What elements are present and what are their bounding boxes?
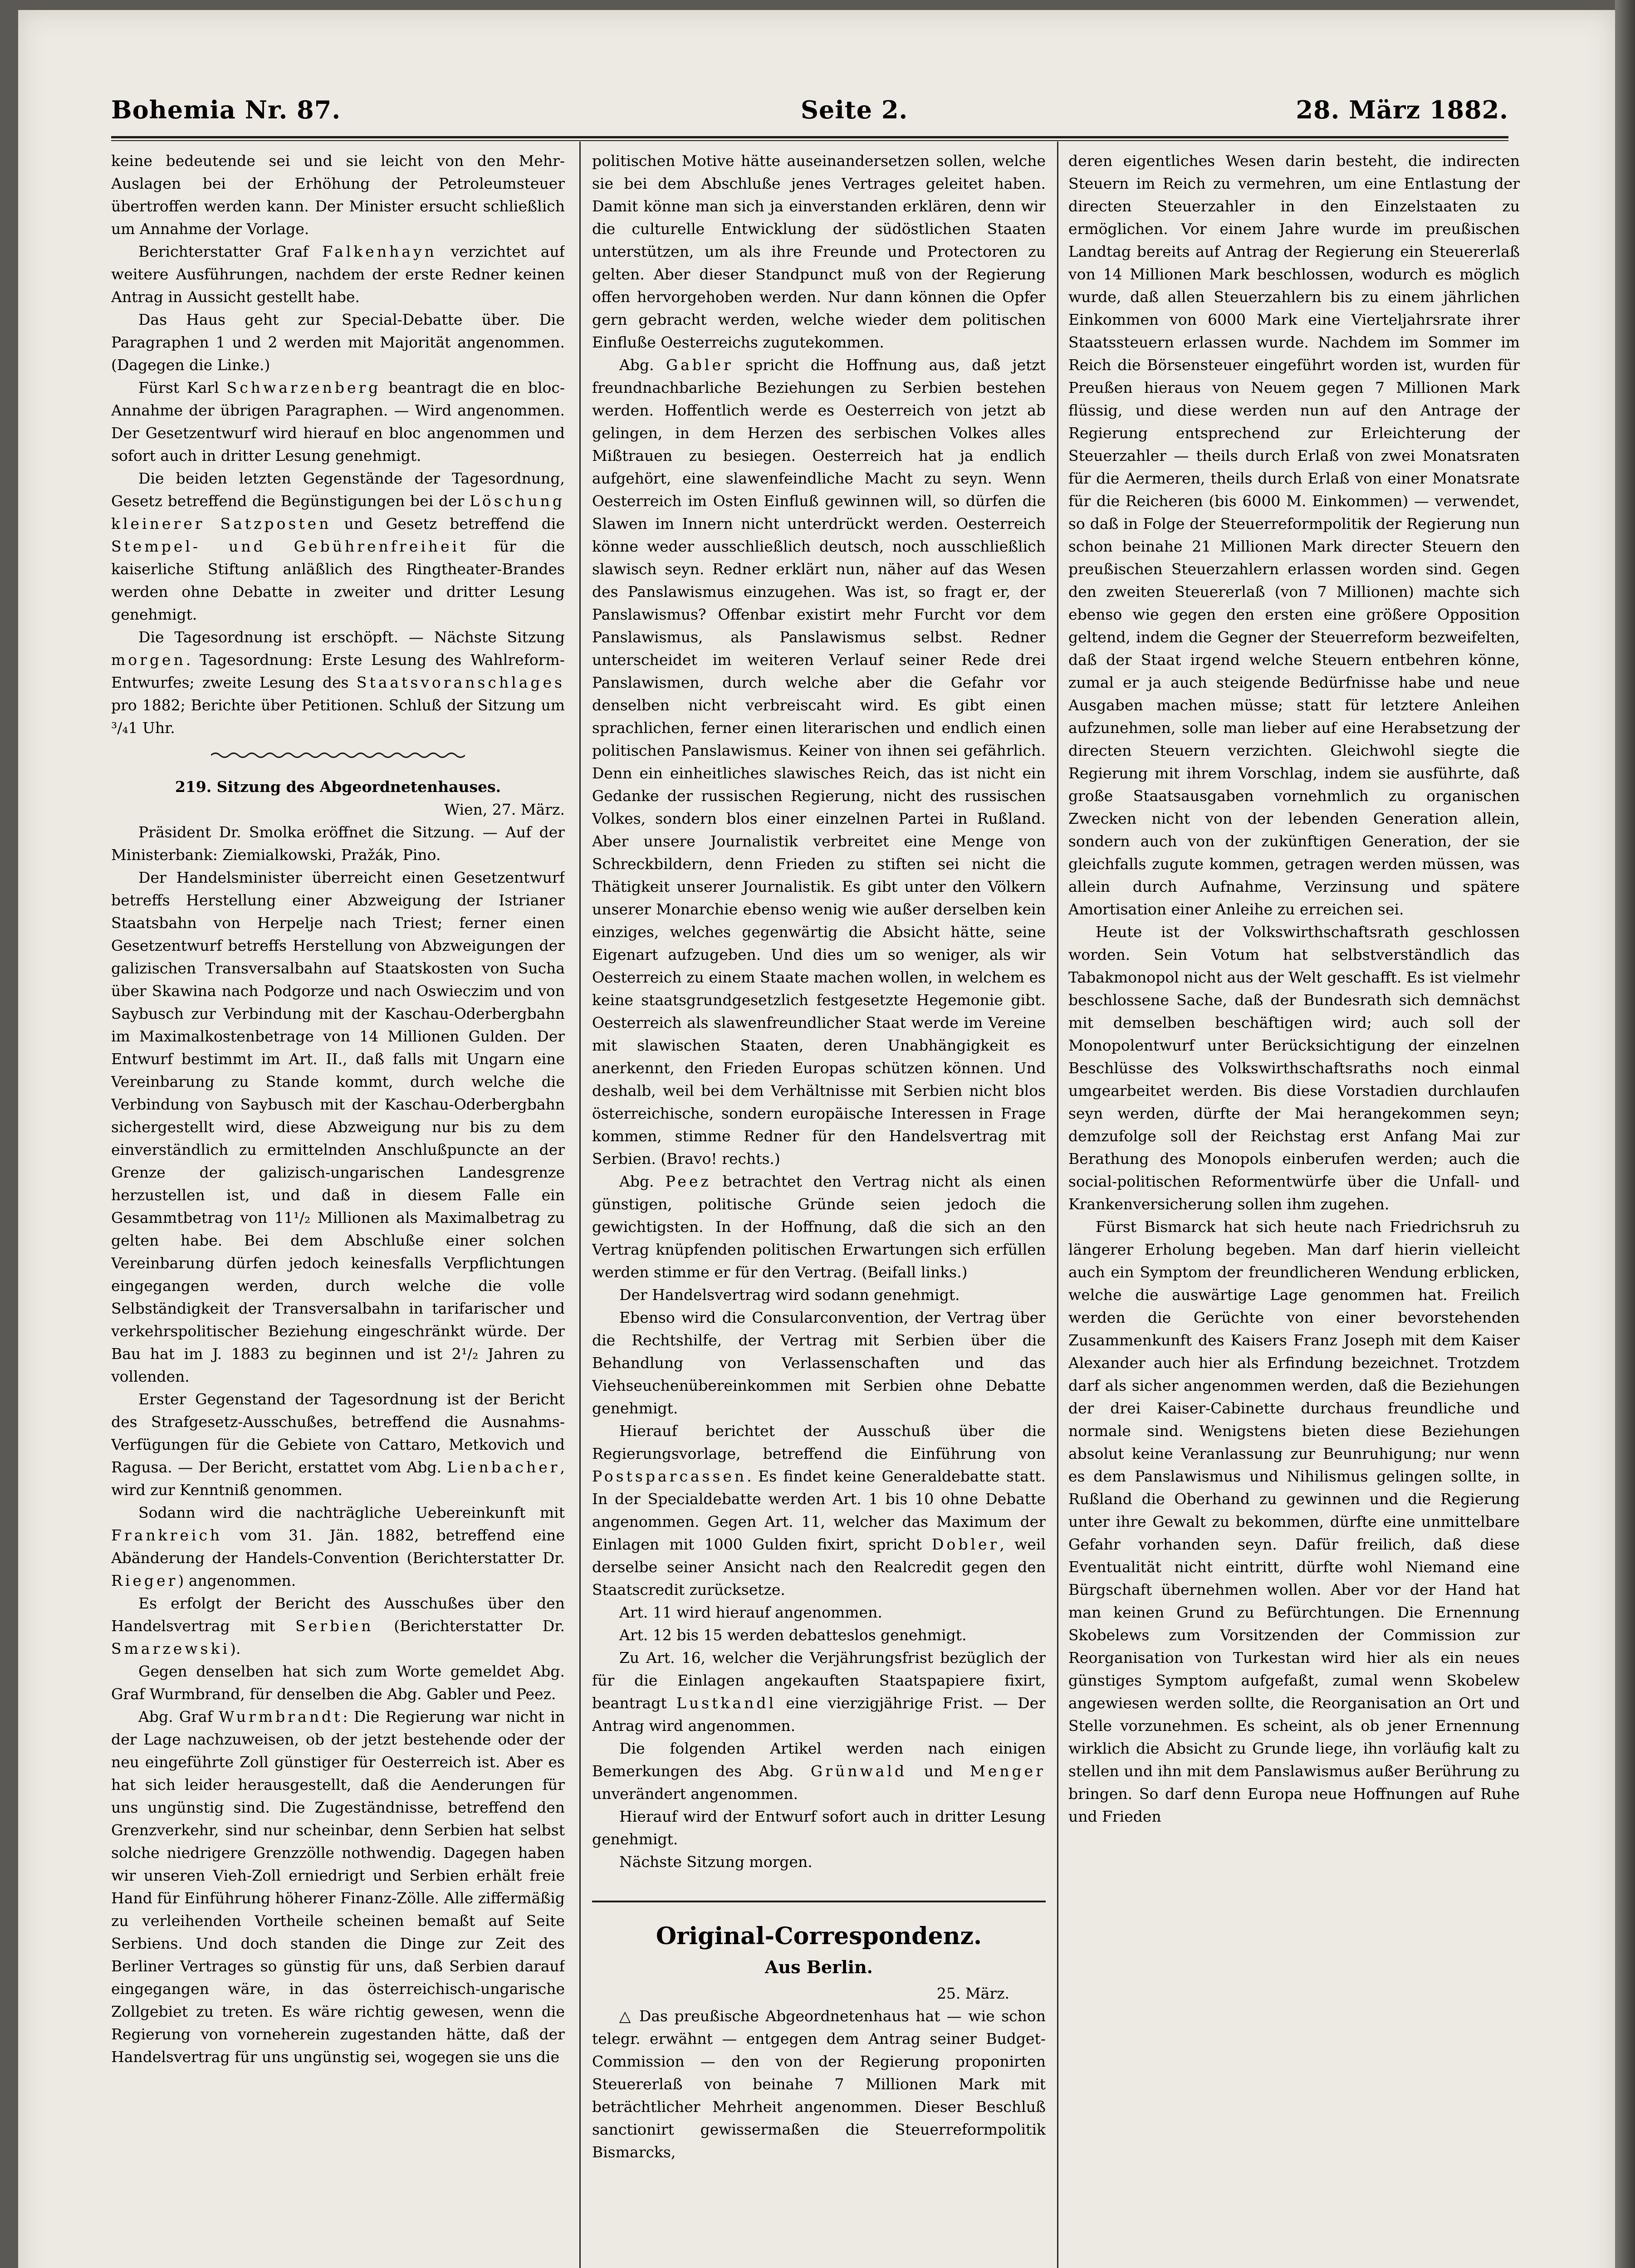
text: . Tagesordnung: Erste Lesung des Wahlreform-Entwurfes; zweite Lesung des	[111, 651, 565, 691]
text: verzichtet auf weitere Ausführungen, nachdem der erste Redner keinen Antrag in Aussicht gestellt habe.	[111, 243, 565, 306]
paragraph	[111, 240, 565, 308]
text: und	[907, 1762, 970, 1780]
person-name: Lustkandl	[676, 1694, 776, 1712]
text: Berichterstatter Graf	[138, 243, 323, 260]
emphasis: Staatsvoranschlages	[356, 674, 565, 691]
person-name: Peez	[665, 1173, 711, 1190]
paragraph	[111, 1706, 565, 2068]
text: Abg.	[619, 1173, 666, 1190]
paragraph: keine bedeutende sei und sie leicht von den Mehr-Auslagen bei der Erhöhung der Petroleumsteuer übertroffen werden kann. Der Minister ersucht schließlich um Annahme der Vorlage.	[111, 152, 565, 238]
text: spricht die Hoffnung aus, daß jetzt freundnachbarliche Beziehungen zu Serbien bestehen werden. Hoffentlich werde es Oesterreich von jetzt ab gelingen, in dem Herzen des serbischen Volkes alles Mißtrauen zu besiegen. Oesterreich hat ja endlich aufgehört, eine slawenfeindliche Macht zu seyn. Wenn Oesterreich im Osten Einfluß gewinnen will, so dürfen die Slawen im Innern nicht unterdrückt werden. Oesterreich könne weder ausschließlich deutsch, noch ausschließlich slawisch seyn. Redner erklärt nun, näher auf das Wesen des Panslawismus einzugehen. Was ist, so fragt er, der Panslawismus? Offenbar existirt mehr Furcht vor dem Panslawismus, als Panslawismus selbst. Redner unterscheidet im weiteren Verlauf seiner Rede drei Panslawismen, durch welche aber die Gefahr vor denselben nicht verbreiscaht wird. Es gibt einen sprachlichen, ferner einen literarischen und endlich einen politischen Panslawismus. Keiner von ihnen sei gefährlich. Denn ein einheitliches slawisches Reich, das ist nicht ein Gedanke der russischen Regierung, nicht des russischen Volkes, sondern blos einer einzelnen Partei in Rußland. Aber unsere Journalistik verbreitet eine Menge von Schreckbildern, denn Frieden zu stiften sei nicht die Thätigkeit unserer Journalistik. Es gibt unter den Völkern unserer Monarchie ebenso wenig wie außer derselben kein einziges, welches gegenwärtig die Absicht hätte, seine Eigenart aufzugeben. Und dies um so weniger, als wir Oesterreich zu einem Staate machen wollen, in welchem es keine staatsgrundgesetzlich festgesetzte Hegemonie gibt. Oesterreich als slawenfreundlicher Staat werde im Vereine mit slawischen Staaten, deren Unabhängigkeit es anerkennt, den Frieden Europas schützen können. Und deshalb, weil bei dem Verhältnisse mit Serbien nicht blos österreichische, sondern europäische Interessen in Frage kommen, stimme Redner für den Handelsvertrag mit Serbien. (Bravo! rechts.)	[592, 356, 1046, 1168]
person-name: Lienbacher	[447, 1458, 560, 1476]
text: Sodann wird die nachträgliche Uebereinkunft mit	[138, 1504, 565, 1521]
paragraph: Ebenso wird die Consularconvention, der Vertrag über die Rechtshilfe, der Vertrag mit Serbien über die Behandlung von Verlassenschaften und das Viehseuchenübereinkommen mit Serbien ohne Debatte genehmigt.	[592, 1309, 1046, 1417]
text: unverändert angenommen.	[592, 1785, 798, 1803]
paragraph: Der Handelsvertrag wird sodann genehmigt.	[619, 1286, 960, 1304]
paragraph: politischen Motive hätte auseinandersetzen sollen, welche sie bei dem Abschluße jenes Vertrages geleitet haben. Damit könne man sich ja einverstanden erklären, denn wir die culturelle Entwicklung der südöstlichen Staaten unterstützen, um als ihre Freunde und Protectoren zu gelten. Aber dieser Standpunct muß von der Regierung offen hervorgehoben werden. Nur dann können die Opfer gern gebracht werden, welche wieder dem politischen Einfluße Oesterreichs zugutekommen.	[592, 152, 1046, 351]
person-name: Grünwald	[810, 1762, 907, 1780]
dateline: 25. März.	[936, 1984, 1009, 2002]
text: ) angenommen.	[178, 1572, 296, 1589]
paragraph: Nächste Sitzung morgen.	[619, 1853, 813, 1871]
column-2	[592, 150, 1046, 2268]
text: Fürst Karl	[138, 379, 227, 396]
header-page-number: Seite 2.	[801, 95, 908, 124]
text: beantragt die en bloc-Annahme der übrigen Paragraphen. — Wird angenommen. Der Gesetzentwurf wird hierauf en bloc angenommen und sofort auch in dritter Lesung genehmigt.	[111, 379, 565, 464]
paragraph	[592, 1420, 1046, 1601]
emphasis: Frankreich	[111, 1526, 223, 1544]
emphasis: Postsparcassen	[592, 1467, 747, 1485]
header-date: 28. März 1882.	[1296, 95, 1508, 124]
text: : Die Regierung war nicht in der Lage nachzuweisen, ob der jetzt bestehende oder der neu eingeführte Zoll günstiger für Oesterreich ist. Aber es hat sich leider herausgestellt, daß die Aenderungen für uns ungünstig sind. Die Zugeständnisse, betreffend den Grenzverkehr, sind nur scheinbar, denn Serbien hat selbst solche niedrigere Grenzzölle nothwendig. Dagegen haben wir unseren Vieh-Zoll erniedrigt und Serbien erhält freie Hand für Einführung höherer Finanz-Zölle. Alle ziffermäßig zu verleihenden Vortheile scheinen bemaßt auf Seite Serbiens. Und doch standen die Dinge zur Zeit des Berliner Vertrages so günstig für uns, daß Serbien darauf eingegangen wäre, in das österreichisch-ungarische Zollgebiet zu treten. Es wäre richtig gewesen, wenn die Regierung von vorneherein zugestanden hätte, daß der Handelsvertrag für uns ungünstig sei, wogegen sie uns die	[111, 1708, 565, 2066]
paragraph: Hierauf wird der Entwurf sofort auch in dritter Lesung genehmigt.	[592, 1808, 1046, 1848]
column-divider-2	[1057, 142, 1058, 2268]
column-divider-1	[579, 142, 581, 2268]
paragraph	[111, 1501, 565, 1592]
text: ).	[230, 1640, 241, 1657]
paragraph	[111, 1592, 565, 1660]
dateline: Wien, 27. März.	[444, 801, 565, 818]
header-rule-thin	[111, 140, 1508, 141]
text: pro 1882; Berichte über Petitionen. Schluß der Sitzung um ³/₄1 Uhr.	[111, 696, 565, 737]
text: Zu Art. 16, welcher die Verjährungsfrist bezüglich der für die Einlagen angekauften Staatspapiere fixirt, beantragt	[592, 1649, 1046, 1712]
emphasis: morgen	[111, 651, 186, 669]
paragraph	[592, 1647, 1046, 1737]
text: (Berichterstatter Dr.	[373, 1617, 565, 1635]
paragraph: Fürst Bismarck hat sich heute nach Friedrichsruh zu längerer Erholung begeben. Man darf hierin vielleicht auch ein Symptom der freundlicheren Wendung erblicken, welche die auswärtige Lage genommen hat. Freilich werden die Gerüchte von einer bevorstehenden Zusammenkunft des Kaisers Franz Joseph mit dem Kaiser Alexander auch hier als Erfindung bezeichnet. Trotzdem darf als sicher angenommen werden, daß die Beziehungen der drei Kaiser-Cabinette durchaus freundliche und normale sind. Wenigstens bieten diese Beziehungen absolut keine Veranlassung zur Beunruhigung; nur wenn es dem Panslawismus und Nihilismus gelingen sollte, in Rußland die Oberhand zu gewinnen und die Regierung unter ihre Gewalt zu bekommen, dürfte eine unmittelbare Gefahr vorhanden seyn. Dafür freilich, daß diese Eventualität nicht eintritt, dürfte wohl Niemand eine Bürgschaft übernehmen wollen. Aber vor der Hand hat man keinen Grund zu Befürchtungen. Die Ernennung Skobelews zum Vorsitzenden der Commission zur Reorganisation von Turkestan wird hier als ein neues günstiges Symptom aufgefaßt, zumal wenn Skobelew angewiesen werden sollte, die Reorganisation an Ort und Stelle vorzunehmen. Es scheint, als ob jener Ernennung wirklich die Absicht zu Grunde liege, ihn vorläufig kalt zu stellen und ihn mit dem Panslawismus außer Berührung zu bringen. So darf denn Europa neue Hoffnungen auf Ruhe und Frieden	[1068, 1218, 1520, 1825]
paragraph	[592, 1170, 1046, 1284]
text: Die folgenden Artikel werden nach einigen Bemerkungen des Abg.	[592, 1740, 1046, 1780]
person-name: Wurmbrandt	[219, 1708, 343, 1725]
text: Abg. Graf	[138, 1708, 219, 1725]
paragraph: Art. 11 wird hierauf angenommen.	[619, 1603, 882, 1621]
text: Die beiden letzten Gegenstände der Tagesordnung, Gesetz betreffend die Begünstigungen bei der	[111, 469, 565, 510]
paragraph: Das Haus geht zur Special-Debatte über. Die Paragraphen 1 und 2 werden mit Majorität angenommen. (Dagegen die Linke.)	[111, 311, 565, 374]
correspondence-origin: Aus Berlin.	[765, 1957, 873, 1977]
person-name: Falkenhayn	[322, 243, 437, 260]
text: für die kaiserliche Stiftung anläßlich des Ringtheater-Brandes werden ohne Debatte in zweiter und dritter Lesung genehmigt.	[111, 538, 565, 623]
binding-edge	[1615, 0, 1635, 2268]
person-name: Schwarzenberg	[226, 379, 381, 396]
text: Erster Gegenstand der Tagesordnung ist der Bericht des Strafgesetz-Ausschußes, betreffend die Ausnahms-Verfügungen für die Gebiete von Cattaro, Metkovich und Ragusa. — Der Bericht, erstattet vom Abg.	[111, 1390, 565, 1476]
emphasis: Löschung kleinerer Satzposten	[111, 492, 565, 533]
text: . Es findet keine Generaldebatte statt. In der Specialdebatte werden Art. 1 bis 10 ohne Debatte angenommen. Gegen Art. 11, welcher das Maximum der Einlagen mit 1000 Gulden fixirt, spricht	[592, 1467, 1046, 1553]
header-rule	[111, 136, 1508, 138]
person-name: Menger	[969, 1762, 1046, 1780]
text: Abg.	[619, 356, 666, 374]
paragraph	[111, 467, 565, 626]
paragraph	[111, 376, 565, 467]
column-1	[111, 150, 565, 2268]
paragraph: Der Handelsminister überreicht einen Gesetzentwurf betreffs Herstellung einer Abzweigung der Istrianer Staatsbahn von Herpelje nach Triest; ferner einen Gesetzentwurf betreffs Herstellung von Abzweigungen der galizischen Transversalbahn auf Staatskosten von Sucha über Skawina nach Podgorze und nach Oswieczim und von Saybusch zur Verbindung mit der Kaschau-Oderbergbahn im Maximalkostenbetrage von 14 Millionen Gulden. Der Entwurf bestimmt im Art. II., daß falls mit Ungarn eine Vereinbarung zu Stande kommt, durch welche die Verbindung von Saybusch mit der Kaschau-Oderbergbahn sichergestellt wird, diese Abzweigung nur bis zu dem einverständlich zu ermittelnden Anschlußpuncte an der Grenze der galizisch-ungarischen Landesgrenze herzustellen ist, und daß in diesem Falle ein Gesammtbetrag von 11¹/₂ Millionen als Maximalbetrag zu gelten habe. Bei dem Abschluße einer solchen Vereinbarung dürfen jedoch keinesfalls Verpflichtungen eingegangen werden, durch welche die volle Selbständigkeit der Transversalbahn in tarifarischer und verkehrspolitischer Beziehung eingeschränkt würde. Der Bau hat im J. 1883 zu beginnen und ist 2¹/₂ Jahren zu vollenden.	[111, 869, 565, 1385]
text: , weil derselbe seiner Ansicht nach den Realcredit gegen den Staatscredit zurücksetze.	[592, 1535, 1046, 1598]
text: und Gesetz betreffend die	[331, 515, 565, 533]
paragraph	[111, 626, 565, 739]
paragraph	[592, 2005, 1046, 2164]
paragraph	[592, 1737, 1046, 1805]
text: , wird zur Kenntniß genommen.	[111, 1458, 565, 1499]
text: Das preußische Abgeordnetenhaus hat — wie schon telegr. erwähnt — entgegen dem Antrag seiner Budget-Commission — den von der Regierung proponirten Steuererlaß von beinahe 7 Millionen Mark mit beträchtlicher Mehrheit angenommen. Dieser Beschluß sanctionirt gewissermaßen die Steuerreformpolitik Bismarcks,	[592, 2007, 1046, 2161]
person-name: Smarzewski	[111, 1640, 230, 1657]
section-heading: 219. Sitzung des Abgeordnetenhauses.	[175, 778, 501, 796]
paragraph: Gegen denselben hat sich zum Worte gemeldet Abg. Graf Wurmbrand, für denselben die Abg. Gabler und Peez.	[111, 1662, 565, 1703]
person-name: Gabler	[666, 356, 734, 374]
paragraph: deren eigentliches Wesen darin besteht, die indirecten Steuern im Reich zu vermehren, um eine Entlastung der directen Steuerzahler in den Einzelstaaten zu ermöglichen. Vor einem Jahre wurde im preußischen Landtag bereits auf Antrag der Regierung ein Steuererlaß von 14 Millionen Mark beschlossen, wodurch es möglich wurde, daß allen Steuerzahlern bis zu einem jährlichen Einkommen von 6000 Mark eine Vierteljahrsrate ihrer Staatssteuern erlassen wurde. Nachdem im Sommer im Reich die Börsensteuer eingeführt worden ist, wurden für Preußen hieraus von Neuem gegen 7 Millionen Mark flüssig, und diese werden nun auf den Antrage der Regierung entsprechend zur Erleichterung der Steuerzahler — theils durch Erlaß von zwei Monatsraten für die Aermeren, theils durch Erlaß von einer Monatsrate für die Reicheren (bis 6000 M. Einkommen) — verwendet, so daß in Folge der Steuerreformpolitik der Regierung nun schon beinahe 21 Millionen Mark directer Steuern den preußischen Steuerzahlern erlassen worden sind. Gegen den zweiten Steuererlaß (von 7 Millionen) machte sich ebenso wie gegen den ersten eine größere Opposition geltend, indem die Gegner der Steuerreform bezweifelten, daß der Staat irgend welche Steuern entbehren könne, zumal er ja auch steigende Bedürfnisse habe und neue Ausgaben machen müsse; statt für letztere Anleihen aufzunehmen, solle man lieber auf eine Herabsetzung der directen Steuern verzichten. Gleichwohl siegte die Regierung mit ihrem Vorschlag, indem sie ausführte, daß große Staatsausgaben vornehmlich zu organischen Zwecken nicht von der lebenden Generation allein, sondern auch von der zukünftigen Generation, der sie gleichfalls zugute kommen, getragen werden müssen, was allein durch Aufnahme, Verzinsung und spätere Amortisation einer Anleihe zu erreichen sei.	[1068, 152, 1520, 918]
text: eine vierzigjährige Frist. — Der Antrag wird angenommen.	[592, 1694, 1046, 1735]
person-name: Rieger	[111, 1572, 178, 1589]
paragraph	[592, 354, 1046, 1170]
header-issue: Bohemia Nr. 87.	[111, 95, 341, 124]
person-name: Dobler	[932, 1535, 1000, 1553]
paragraph: Heute ist der Volkswirthschaftsrath geschlossen worden. Sein Votum hat selbstverständlich das Tabakmonopol nicht aus der Welt geschafft. Es ist vielmehr beschlossene Sache, daß der Bundesrath sich demnächst mit demselben beschäftigen wird; auch soll der Monopolentwurf unter Berücksichtigung der einzelnen Beschlüsse des Volkswirthschaftsraths noch einmal umgearbeitet werden. Bis diese Vorstadien durchlaufen seyn werden, dürfte der Mai herangekommen seyn; demzufolge soll der Reichstag erst Anfang Mai zur Berathung des Monopols einberufen werden; auch die social-politischen Reformentwürfe über die Unfall- und Krankenversicherung sollen ihm zugehen.	[1068, 923, 1520, 1213]
paragraph: Präsident Dr. Smolka eröffnet die Sitzung. — Auf der Ministerbank: Ziemialkowski, Pražák, Pino.	[111, 823, 565, 864]
page-header	[111, 95, 1508, 136]
text: vom 31. Jän. 1882, betreffend eine Abänderung der Handels-Convention (Berichterstatter Dr.	[111, 1526, 565, 1567]
text: Es erfolgt der Bericht des Ausschußes über den Handelsvertrag mit	[111, 1594, 565, 1635]
section-divider-ornament	[211, 751, 465, 759]
emphasis: Stempel- und Gebührenfreiheit	[111, 538, 469, 555]
triangle-icon: △	[619, 2007, 633, 2025]
column-3	[1068, 150, 1520, 2268]
correspondence-heading: Original-Correspondenz.	[592, 1901, 1046, 1952]
text: betrachtet den Vertrag nicht als einen günstigen, politische Gründe seien jedoch die gewichtigsten. In der Hoffnung, daß die sich an den Vertrag knüpfenden politischen Erwartungen sich erfüllen werden stimme er für den Vertrag. (Beifall links.)	[592, 1173, 1046, 1281]
paragraph: Art. 12 bis 15 werden debatteslos genehmigt.	[619, 1626, 967, 1644]
paragraph	[111, 1388, 565, 1501]
emphasis: Serbien	[295, 1617, 374, 1635]
text: Die Tagesordnung ist erschöpft. — Nächste Sitzung	[138, 628, 565, 646]
text: Hierauf berichtet der Ausschuß über die Regierungsvorlage, betreffend die Einführung von	[592, 1422, 1046, 1462]
